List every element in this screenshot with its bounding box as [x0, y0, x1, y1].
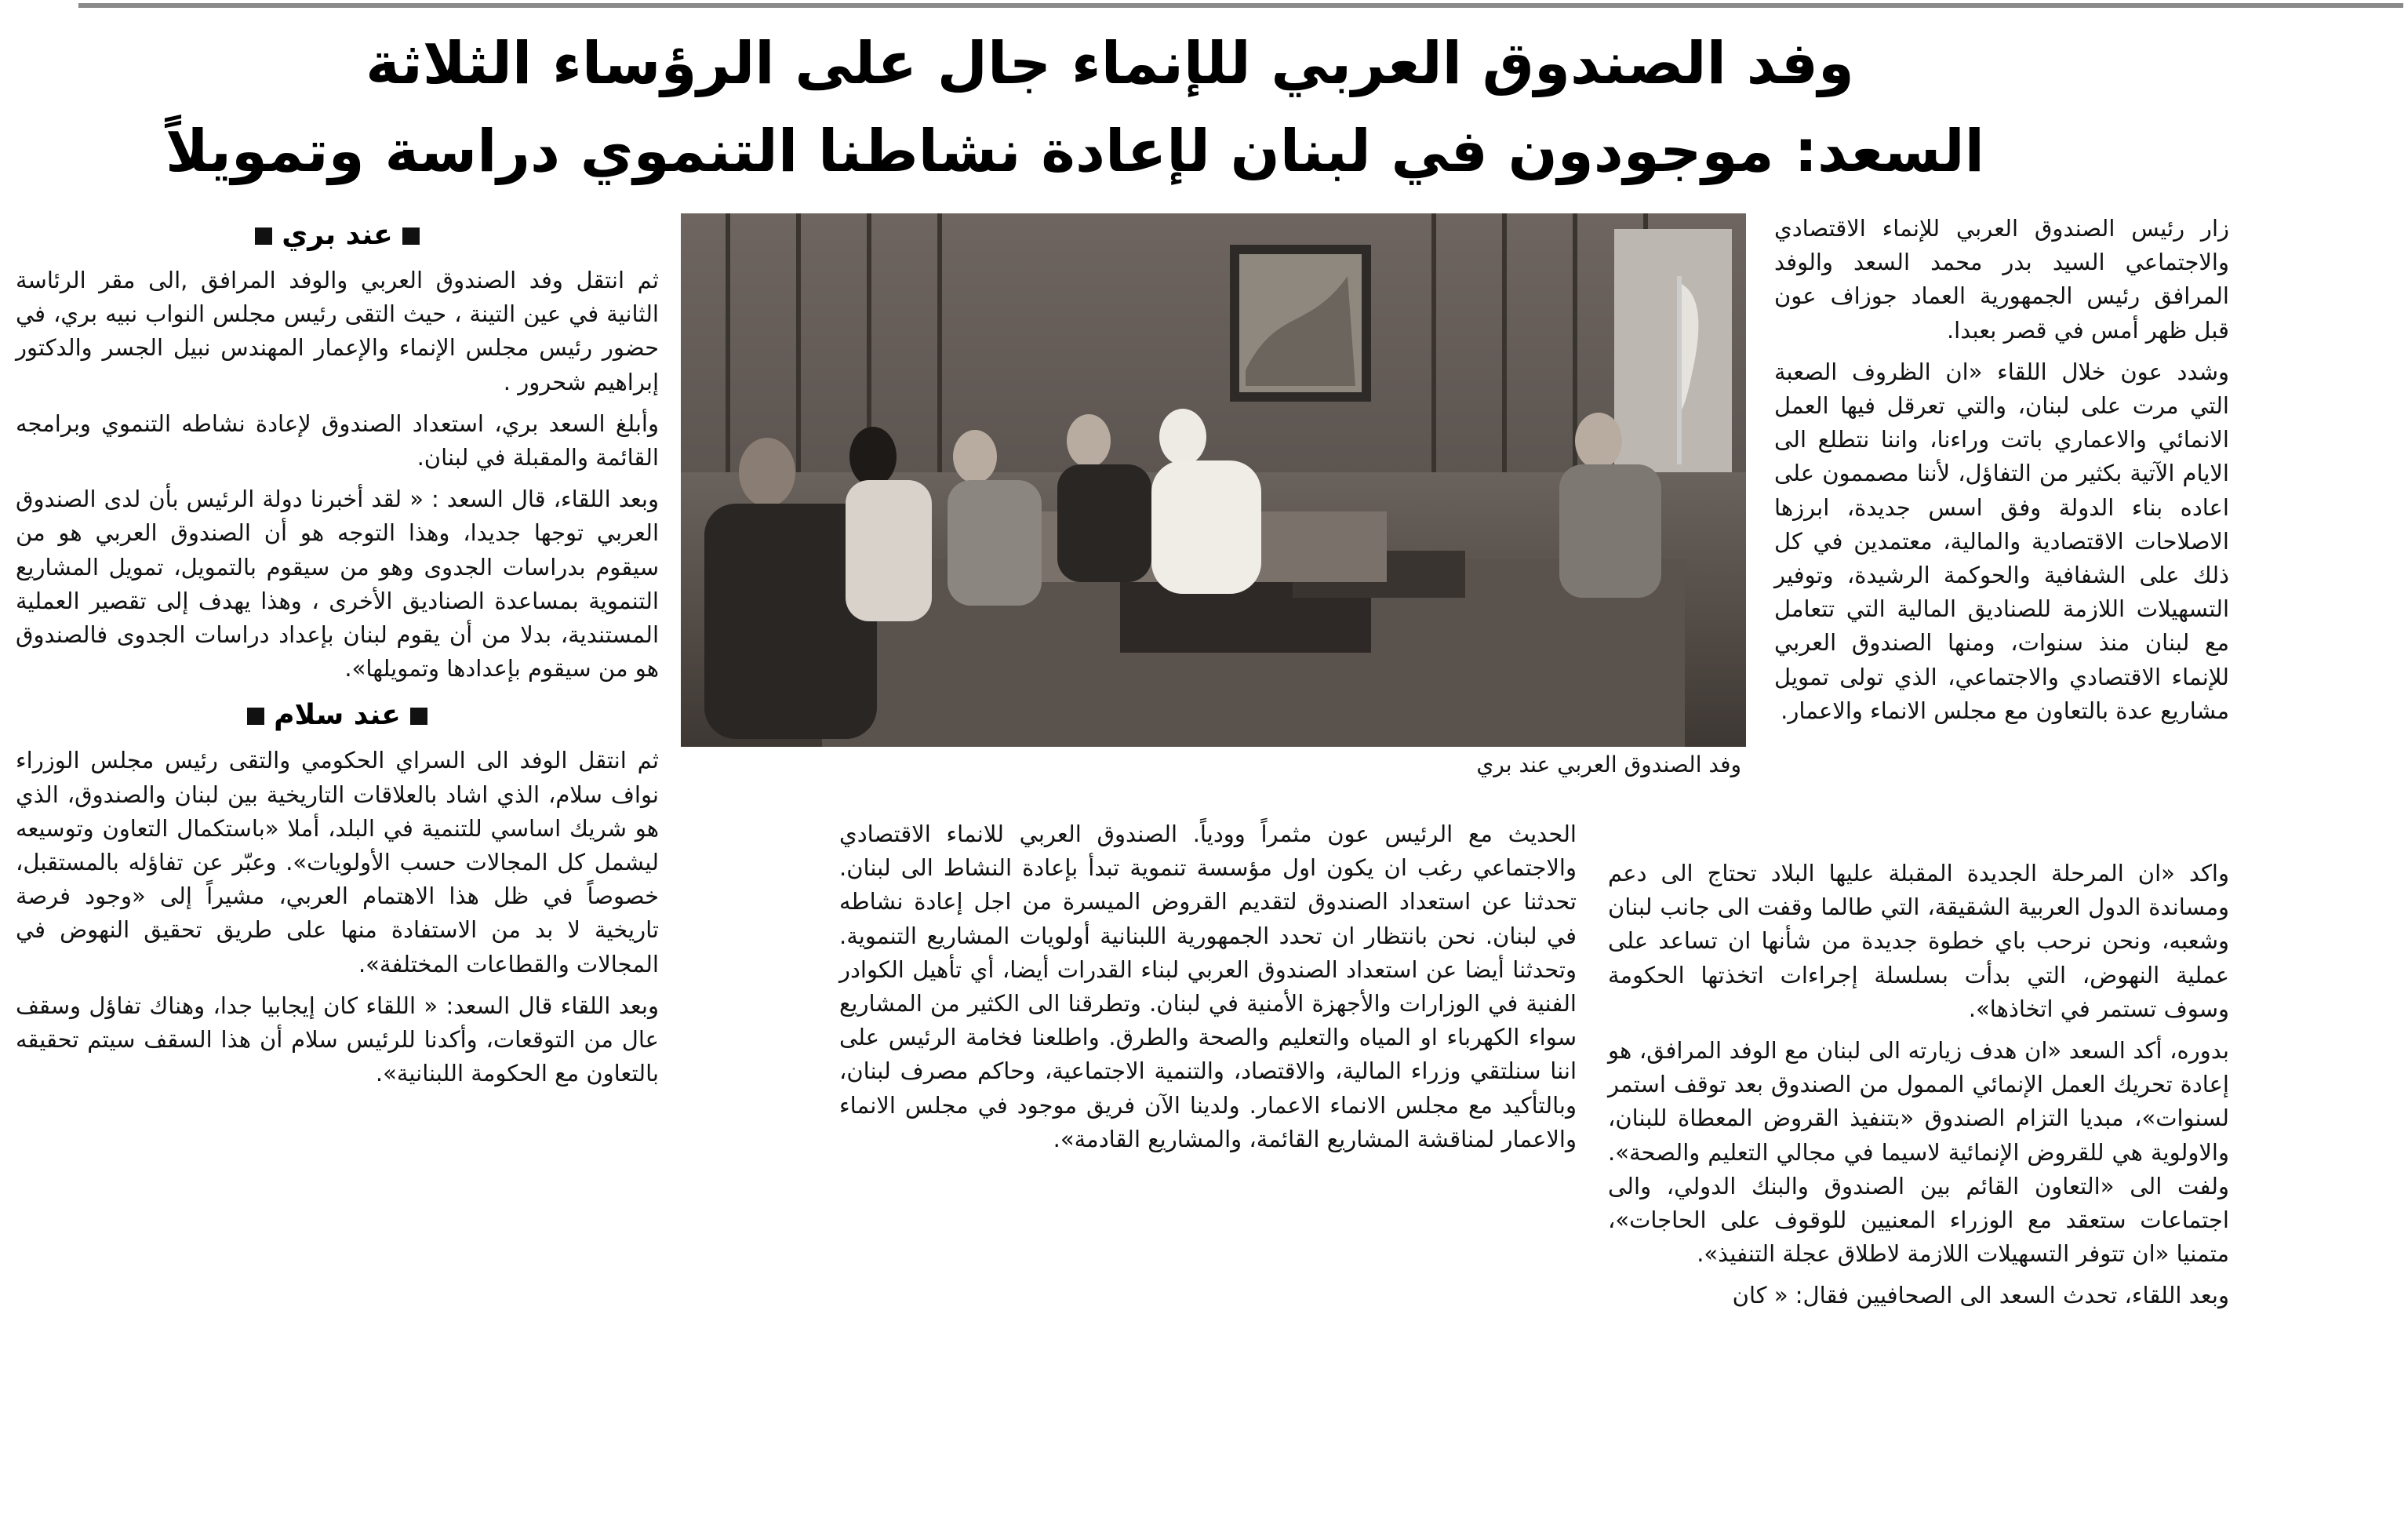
column-right-upper — [1774, 212, 2229, 736]
top-rule — [78, 3, 2403, 8]
headline-line-2: السعد: موجودون في لبنان لإعادة نشاطنا التنموي دراسة وتمويلاً — [165, 118, 1984, 185]
column-right-lower — [1608, 857, 2229, 1321]
paragraph: ثم انتقل وفد الصندوق العربي والوفد المرافق ,الى مقر الرئاسة الثانية في عين التينة ، حيث التقى رئيس مجلس النواب نبيه بري، في حضور رئيس مجلس الإنماء والإعمار المهندس نبيل الجسر والدكتور إبراهيم شحرور . — [16, 267, 659, 395]
paragraph: واكد «ان المرحلة الجديدة المقبلة عليها البلاد تحتاج الى دعم ومساندة الدول العربية الشقيقة، التي طالما وقفت الى جانب لبنان وشعبه، ونحن نرحب باي خطوة جديدة من شأنها ان تساعد على عملية النهوض، التي بدأت بسلسلة إجراءات اتخذتها الحكومة وسوف تستمر في اتخاذها». — [1608, 860, 2229, 1022]
paragraph: الحديث مع الرئيس عون مثمراً وودياً. الصندوق العربي للانماء الاقتصادي والاجتماعي رغب ان يكون اول مؤسسة تنموية تبدأ بإعادة النشاط الى لبنان. تحدثنا عن استعداد الصندوق لتقديم القروض الميسرة من اجل إعادة نشاطه في لبنان. نحن بانتظار ان تحدد الجمهورية اللبنانية أولويات المشاريع التنموية. وتحدثنا أيضا عن استعداد الصندوق العربي لبناء القدرات أيضا، أي تأهيل الكوادر الفنية في الوزارات والأجهزة الأمنية في لبنان. وتطرقنا الى الكثير من المشاريع سواء الكهرباء او المياه والتعليم والصحة والطرق. واطلعنا فخامة الرئيس على اننا سنلتقي وزراء المالية، والاقتصاد، والتنمية الاجتماعية، وحاكم مصرف لبنان، وبالتأكيد مع مجلس الانماء الاعمار. ولدينا الآن فريق موجود في مجلس الانماء والاعمار لمناقشة المشاريع القائمة، والمشاريع القادمة». — [839, 821, 1577, 1152]
paragraph: وبعد اللقاء، قال السعد : « لقد أخبرنا دولة الرئيس بأن لدى الصندوق العربي توجها جديدا، وهذا التوجه هو أن الصندوق العربي هو من سيقوم بدراسات الجدوى وهو من سيقوم بالتمويل، تمويل المشاريع التنموية بمساعدة الصناديق الأخرى ، وهذا يهدف إلى تقصير العملية المستندية، بدلا من أن يقوم لبنان بإعداد دراسات الجدوى فالصندوق هو من سيقوم بإعدادها وتمويلها». — [16, 486, 659, 682]
column-middle — [839, 817, 1577, 1164]
photo-illustration — [681, 213, 1746, 747]
paragraph: ثم انتقل الوفد الى السراي الحكومي والتقى رئيس مجلس الوزراء نواف سلام، الذي اشاد بالعلاقات التاريخية بين لبنان والصندوق، الذي هو شريك اساسي للتنمية في البلد، أملا «باستكمال التعاون وتوسيعه ليشمل كل المجالات حسب الأولويات». وعبّر عن تفاؤله بالمستقبل، خصوصاً في ظل هذا الاهتمام العربي، مشيراً إلى «وجود فرصة تاريخية لا بد من الاستفادة منها على طريق تحقيق النهوض في المجالات والقطاعات المختلفة». — [16, 747, 659, 977]
subhead-bari: عند بري — [16, 213, 659, 257]
paragraph: بدوره، أكد السعد «ان هدف زيارته الى لبنان مع الوفد المرافق، هو إعادة تحريك العمل الإنمائي الممول من الصندوق بعد توقف استمر لسنوات»، مبديا التزام الصندوق «بتنفيذ القروض المعطاة للبنان، والاولوية هي للقروض الإنمائية لاسيما في مجالي التعليم والصحة». ولفت الى «التعاون القائم بين الصندوق والبنك الدولي، والى اجتماعات ستعقد مع الوزراء المعنيين للوقوف على الحاجات»، متمنيا «ان تتوفر التسهيلات اللازمة لاطلاق عجلة التنفيذ». — [1608, 1037, 2229, 1268]
paragraph: زار رئيس الصندوق العربي للإنماء الاقتصادي والاجتماعي السيد بدر محمد السعد والوفد المرافق رئيس الجمهورية العماد جوزاف عون قبل ظهر أمس في قصر بعبدا. — [1774, 215, 2229, 344]
news-photo — [681, 213, 1746, 747]
paragraph: وشدد عون خلال اللقاء «ان الظروف الصعبة التي مرت على لبنان، والتي تعرقل فيها العمل الانمائي والاعماري باتت وراءنا، واننا نتطلع الى الايام الآتية بكثير من التفاؤل، لأننا مصممون على اعاده بناء الدولة وفق اسس جديدة، ابرزها الاصلاحات الاقتصادية والمالية، معتمدين في كل ذلك على الشفافية والحوكمة الرشيدة، وتوفير التسهيلات اللازمة للصناديق المالية التي تتعامل مع لبنان منذ سنوات، ومنها الصندوق العربي للإنماء الاقتصادي والاجتماعي، الذي تولى تمويل مشاريع عدة بالتعاون مع مجلس الانماء والاعمار. — [1774, 358, 2229, 724]
square-bullet-icon — [247, 708, 264, 725]
headline-line-1: وفد الصندوق العربي للإنماء جال على الرؤساء الثلاثة — [366, 30, 1854, 97]
square-bullet-icon — [255, 227, 272, 245]
paragraph: وأبلغ السعد بري، استعداد الصندوق لإعادة نشاطه التنموي وبرامجه القائمة والمقبلة في لبنان. — [16, 409, 659, 471]
paragraph: وبعد اللقاء قال السعد: « اللقاء كان إيجابيا جدا، وهناك تفاؤل وسقف عال من التوقعات، وأكدنا للرئيس سلام أن هذا السقف سيتم تحقيقه بالتعاون مع الحكومة اللبنانية». — [16, 992, 659, 1087]
square-bullet-icon — [402, 227, 420, 245]
photo-caption: وفد الصندوق العربي عند بري — [1476, 752, 1741, 777]
column-left — [16, 213, 659, 1098]
subhead-salam: عند سلام — [16, 693, 659, 737]
paragraph: وبعد اللقاء، تحدث السعد الى الصحافيين فقال: « كان — [1732, 1282, 2229, 1309]
square-bullet-icon — [410, 708, 427, 725]
